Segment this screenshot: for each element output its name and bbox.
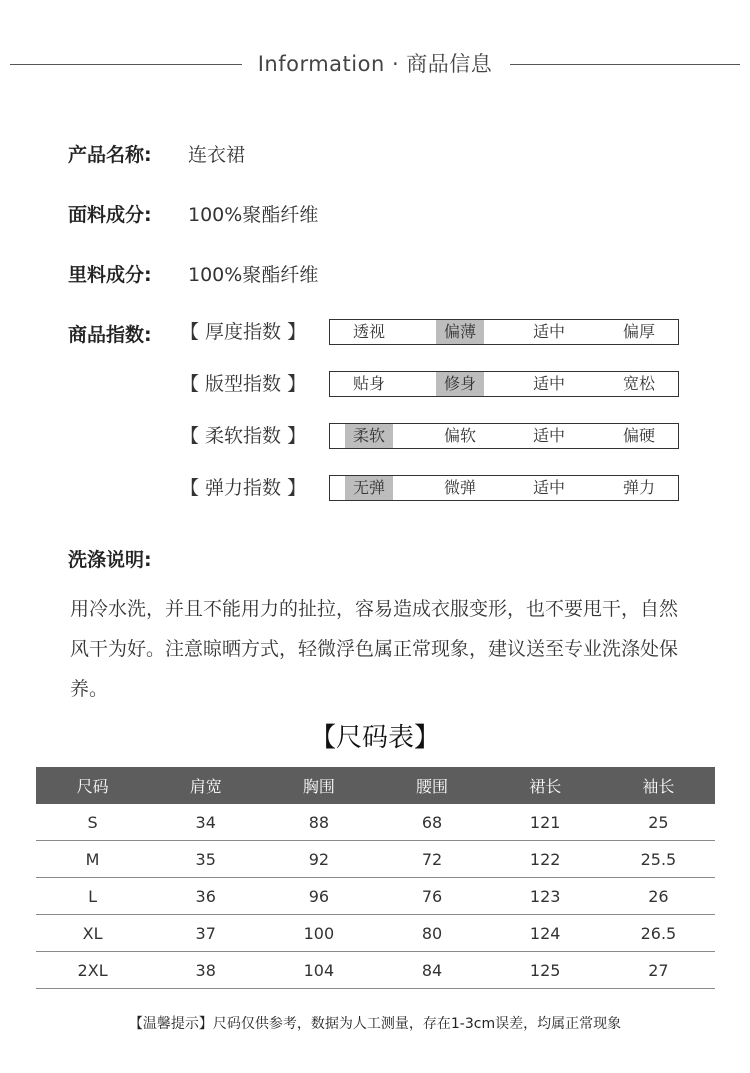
index-option: 适中 — [532, 426, 565, 445]
wash-title: 洗涤说明: — [68, 549, 152, 571]
size-header-cell: 肩宽 — [149, 767, 262, 804]
size-cell: 80 — [375, 915, 488, 952]
size-cell: 96 — [262, 878, 375, 915]
size-cell: 88 — [262, 804, 375, 841]
size-cell: 104 — [262, 952, 375, 989]
size-cell: 34 — [149, 804, 262, 841]
size-cell: S — [36, 804, 149, 841]
wash-text: 用冷水洗，并且不能用力的扯拉，容易造成衣服变形，也不要甩干，自然风干为好。注意晾晒方式，轻微浮色属正常现象，建议送至专业洗涤处保养。 — [70, 598, 679, 700]
lining-value: 100%聚酯纤维 — [188, 264, 319, 286]
index-option: 弹力 — [622, 478, 655, 497]
index-option-selected: 修身 — [436, 372, 484, 396]
size-cell: 27 — [602, 952, 715, 989]
size-cell: 25 — [602, 804, 715, 841]
size-table-body — [36, 804, 715, 989]
size-cell: 2XL — [36, 952, 149, 989]
size-cell: 100 — [262, 915, 375, 952]
size-cell: XL — [36, 915, 149, 952]
size-cell: 84 — [375, 952, 488, 989]
size-row — [36, 804, 715, 841]
index-option: 偏厚 — [622, 322, 655, 341]
index-scale — [329, 423, 679, 449]
size-cell: 26 — [602, 878, 715, 915]
index-option-selected: 无弹 — [345, 476, 393, 500]
index-option: 偏硬 — [622, 426, 655, 445]
size-table-header — [36, 767, 715, 804]
size-cell: 25.5 — [602, 841, 715, 878]
product-name-value: 连衣裙 — [188, 144, 246, 166]
size-header-cell: 腰围 — [375, 767, 488, 804]
index-option-selected: 柔软 — [345, 424, 393, 448]
index-scale — [329, 319, 679, 345]
index-scale — [329, 371, 679, 397]
product-name-label: 产品名称: — [68, 144, 152, 166]
size-table — [36, 767, 715, 989]
size-cell: 92 — [262, 841, 375, 878]
index-option: 偏软 — [443, 426, 476, 445]
index-option: 适中 — [532, 478, 565, 497]
index-option: 贴身 — [352, 374, 385, 393]
size-header-cell: 胸围 — [262, 767, 375, 804]
size-cell: 38 — [149, 952, 262, 989]
size-cell: L — [36, 878, 149, 915]
size-cell: 26.5 — [602, 915, 715, 952]
fabric-value: 100%聚酯纤维 — [188, 204, 319, 226]
size-header-cell: 袖长 — [602, 767, 715, 804]
size-header-cell: 尺码 — [36, 767, 149, 804]
size-cell: 122 — [489, 841, 602, 878]
index-option: 适中 — [532, 322, 565, 341]
size-note: 【温馨提示】尺码仅供参考，数据为人工测量，存在1-3cm误差，均属正常现象 — [128, 1016, 622, 1032]
size-cell: 36 — [149, 878, 262, 915]
index-option: 适中 — [532, 374, 565, 393]
size-cell: 124 — [489, 915, 602, 952]
size-header-cell: 裙长 — [489, 767, 602, 804]
index-row-name: 【 厚度指数 】 — [180, 321, 307, 343]
size-cell: 123 — [489, 878, 602, 915]
size-row — [36, 915, 715, 952]
index-row-name: 【 弹力指数 】 — [180, 477, 307, 499]
section-title: Information · 商品信息 — [257, 52, 493, 76]
size-row — [36, 952, 715, 989]
size-cell: M — [36, 841, 149, 878]
index-row-name: 【 柔软指数 】 — [180, 425, 307, 447]
size-cell: 37 — [149, 915, 262, 952]
size-cell: 76 — [375, 878, 488, 915]
index-option: 微弹 — [443, 478, 476, 497]
size-cell: 68 — [375, 804, 488, 841]
index-option: 透视 — [352, 322, 385, 341]
index-scale — [329, 475, 679, 501]
size-row — [36, 878, 715, 915]
index-row-name: 【 版型指数 】 — [180, 373, 307, 395]
index-option: 宽松 — [622, 374, 655, 393]
size-table-title: 【尺码表】 — [309, 723, 440, 753]
fabric-label: 面料成分: — [68, 204, 152, 226]
size-row — [36, 841, 715, 878]
size-cell: 121 — [489, 804, 602, 841]
lining-label: 里料成分: — [68, 264, 152, 286]
size-cell: 35 — [149, 841, 262, 878]
product-index-label: 商品指数: — [68, 324, 152, 346]
size-cell: 72 — [375, 841, 488, 878]
size-cell: 125 — [489, 952, 602, 989]
index-option-selected: 偏薄 — [436, 320, 484, 344]
